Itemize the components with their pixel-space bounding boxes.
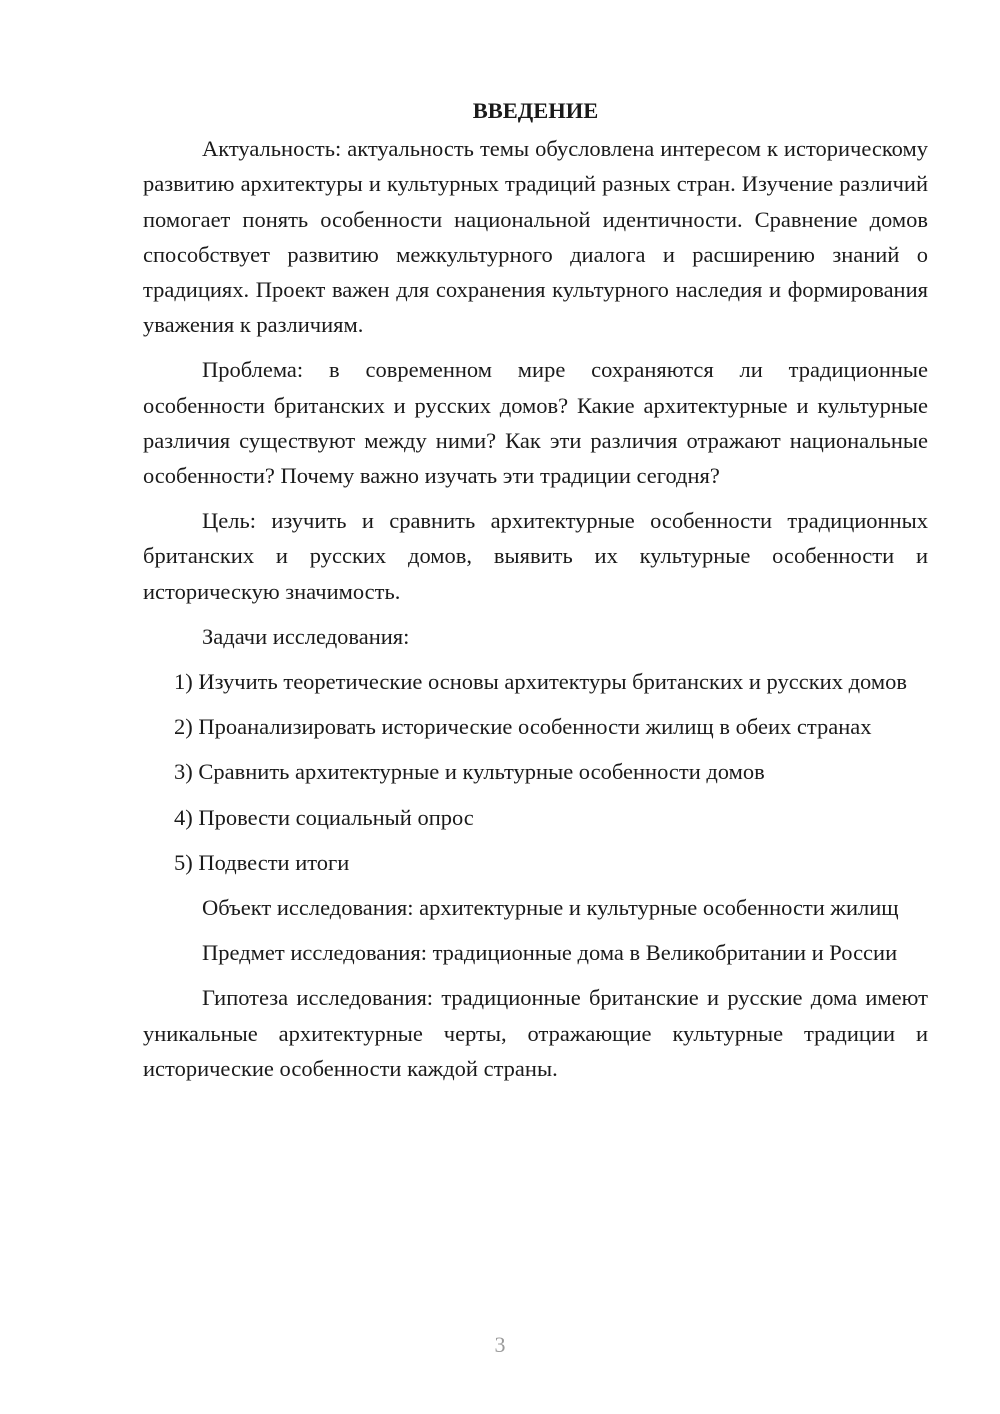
- task-item-5: 5) Подвести итоги: [174, 849, 350, 875]
- hypothesis-paragraph: Гипотеза исследования: традиционные британские и русские дома имеют уникальные архитектурные черты, отражающие культурные традиции и исторические особенности каждой страны.: [143, 985, 928, 1081]
- task-item-1: 1) Изучить теоретические основы архитектуры британских и русских домов: [174, 669, 907, 695]
- page-content: [143, 93, 928, 1086]
- subject-paragraph: Предмет исследования: традиционные дома в Великобритании и России: [202, 940, 898, 966]
- problem-paragraph: Проблема: в современном мире сохраняются ли традиционные особенности британских и русских домов? Какие архитектурные и культурные различия существуют между ними? Как эти различия отражают национальные особенности? Почему важно изучать эти традиции сегодня?: [143, 357, 928, 489]
- task-item-3: 3) Сравнить архитектурные и культурные особенности домов: [174, 759, 765, 785]
- page-number: 3: [494, 1332, 506, 1357]
- task-item-4: 4) Провести социальный опрос: [174, 804, 474, 830]
- tasks-heading: Задачи исследования:: [202, 623, 410, 649]
- task-item-2: 2) Проанализировать исторические особенности жилищ в обеих странах: [174, 714, 872, 740]
- object-paragraph: Объект исследования: архитектурные и культурные особенности жилищ: [202, 895, 899, 921]
- section-heading: ВВЕДЕНИЕ: [472, 98, 599, 123]
- relevance-paragraph: Актуальность: актуальность темы обусловлена интересом к историческому развитию архитектуры и культурных традиций разных стран. Изучение различий помогает понять особенности национальной идентичности. Сравнение домов способствует развитию межкультурного диалога и расширению знаний о традициях. Проект важен для сохранения культурного наследия и формирования уважения к различиям.: [143, 136, 928, 338]
- goal-paragraph: Цель: изучить и сравнить архитектурные особенности традиционных британских и русских домов, выявить их культурные особенности и историческую значимость.: [143, 508, 928, 604]
